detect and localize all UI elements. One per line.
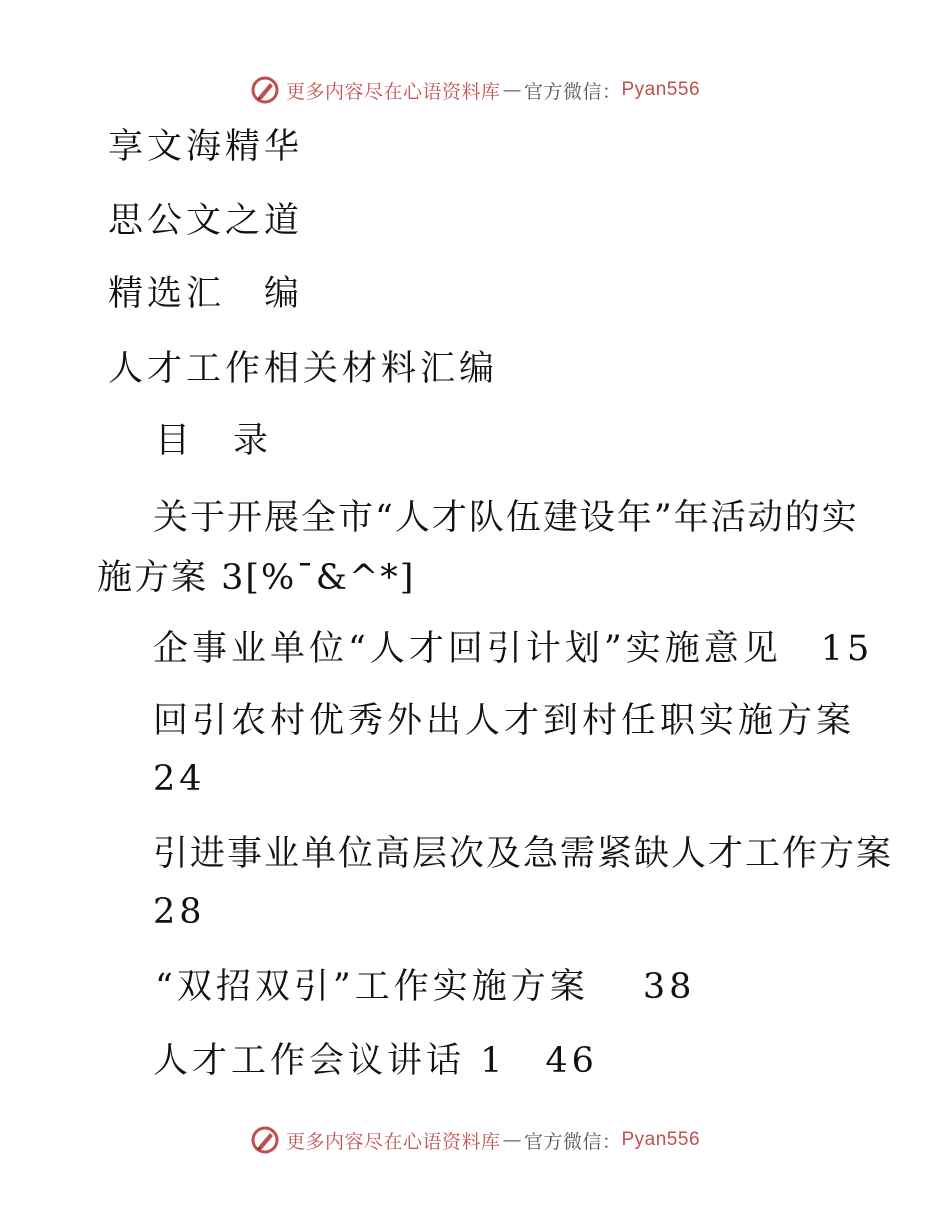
toc-entry-4-line-1: 引进事业单位高层次及急需紧缺人才工作方案 [153,834,894,874]
header-line-3: 精选汇 编 [108,274,304,314]
toc-entry-3-line-2: 24 [153,759,206,799]
toc-entry-1-line-2: 施方案 3[%¯&^*] [97,558,416,598]
watermark-banner-bottom [0,1120,950,1160]
watermark-wechat-label: 官方微信： [523,1130,622,1153]
toc-entry-3-line-1: 回引农村优秀外出人才到村任职实施方案 [153,701,856,741]
document-title: 人才工作相关材料汇编 [108,349,499,389]
pen-logo-icon [250,1125,280,1155]
toc-entry-1-line-1: 关于开展全市“人才队伍建设年”年活动的实 [153,498,859,538]
watermark-text: 更多内容尽在心语资料库 [285,1130,501,1153]
watermark-separator: — [502,1129,522,1151]
header-line-2: 思公文之道 [108,201,304,241]
toc-entry-2: 企事业单位“人才回引计划”实施意见 15 [153,629,874,669]
watermark-text: 更多内容尽在心语资料库 [285,80,501,103]
toc-title: 目 录 [155,421,273,461]
watermark-wechat-id: Pyan556 [621,1129,701,1150]
watermark-separator: — [502,79,522,101]
watermark-wechat-id: Pyan556 [621,79,701,100]
toc-entry-5: “双招双引”工作实施方案 38 [155,967,696,1007]
watermark-wechat-label: 官方微信： [523,80,622,103]
header-line-1: 享文海精华 [108,127,304,167]
toc-entry-6: 人才工作会议讲话 1 46 [153,1041,598,1081]
toc-entry-4-line-2: 28 [153,892,206,932]
